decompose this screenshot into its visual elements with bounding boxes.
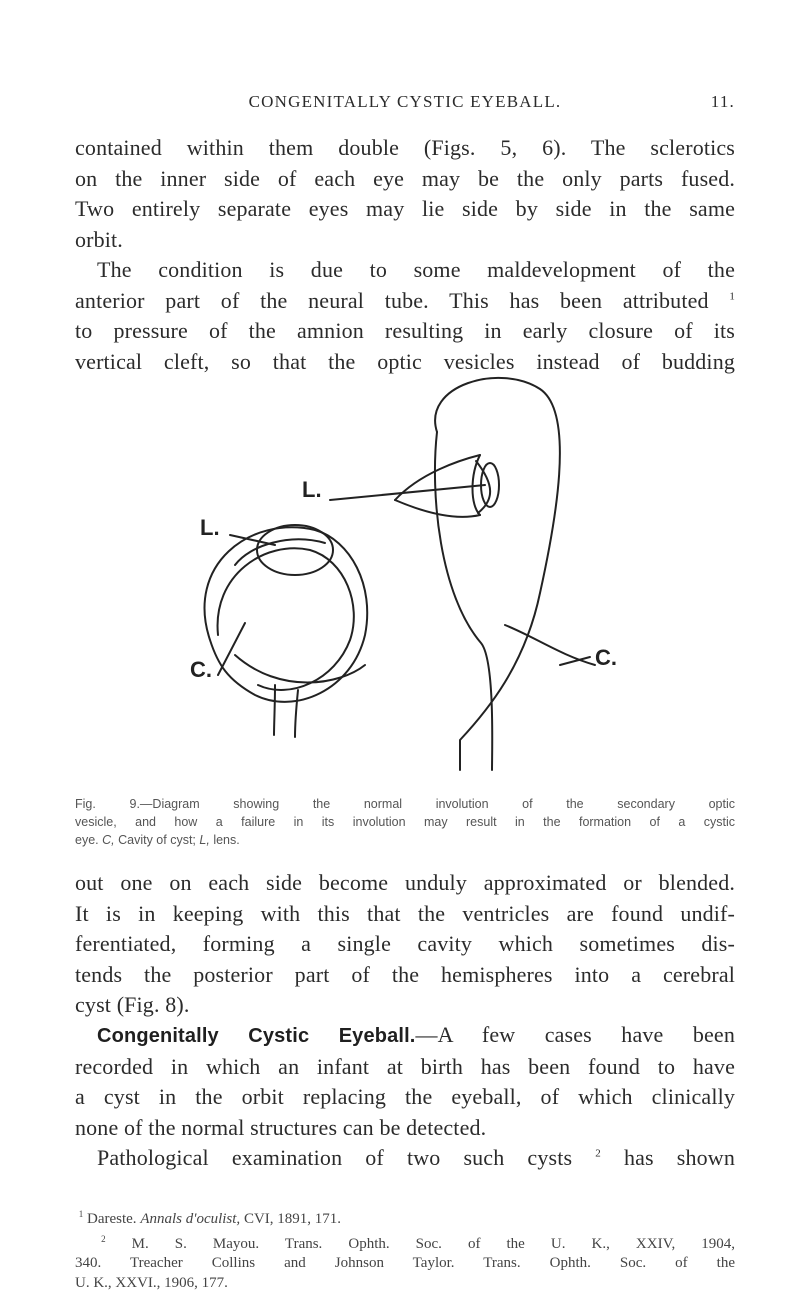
- footnote-1: [75, 1205, 735, 1230]
- right-vesicle-stalk-bottom: [395, 500, 480, 517]
- text-fragment: Pathological examination of two such cysts: [97, 1145, 573, 1170]
- left-vesicle-stalk-left: [274, 685, 275, 735]
- footnote-ref: 1: [729, 290, 735, 303]
- footnote-marker: 1: [78, 1209, 84, 1219]
- footnote-2-cont: 340. Treacher Collins and Johnson Taylor. Trans. Ophth. Soc. of the: [75, 1255, 735, 1271]
- text-line: a cyst in the orbit replacing the eyeball, of which clinically: [75, 1084, 735, 1109]
- text-fragment: —A few cases have been: [415, 1022, 735, 1047]
- text-line: cyst (Fig. 8).: [75, 992, 190, 1017]
- caption-fig-number: Fig. 9.: [75, 797, 140, 811]
- left-vesicle-cleft-top: [235, 539, 325, 565]
- caption-line: [75, 795, 735, 813]
- text-line: ferentiated, forming a single cavity which sometimes dis-: [75, 931, 735, 956]
- right-vesicle-inner-left: [435, 432, 492, 770]
- footnote-text: Dareste.: [87, 1211, 137, 1227]
- footnote-title: Annals d'oculist,: [140, 1211, 241, 1227]
- text-line: orbit.: [75, 226, 123, 252]
- page-number: 11.: [710, 92, 735, 111]
- text-line: [75, 1020, 735, 1052]
- text-line: [75, 1143, 735, 1174]
- text-line: Two entirely separate eyes may lie side by side in the same: [75, 196, 735, 221]
- caption-text: Cavity of cyst;: [118, 833, 196, 847]
- caption-line: vesicle, and how a failure in its involution may result in the formation of a cystic: [75, 815, 735, 829]
- running-head: [75, 92, 735, 118]
- caption-key-l: L,: [199, 833, 210, 847]
- footnote-2: [75, 1230, 735, 1255]
- text-line: on the inner side of each eye may be the only parts fused.: [75, 165, 735, 191]
- text-line: [75, 286, 735, 317]
- caption-text: —Diagram showing the normal involution of the secondary optic: [139, 797, 735, 811]
- text-line: vertical cleft, so that the optic vesicles instead of budding: [75, 348, 735, 374]
- footnote-text: CVI, 1891, 171.: [243, 1211, 342, 1227]
- leader-line-cavity-left: [218, 623, 245, 675]
- footnote-text: M. S. Mayou. Trans. Ophth. Soc. of the U. K., XXIV, 1904,: [131, 1235, 736, 1252]
- caption-line: [75, 831, 735, 849]
- footnote-ref: 2: [595, 1147, 601, 1160]
- label-cavity-right: C.: [595, 645, 617, 670]
- left-lens: [257, 525, 333, 575]
- text-line: contained within them double (Figs. 5, 6). The sclerotics: [75, 135, 735, 160]
- running-title: CONGENITALLY CYSTIC EYEBALL.: [248, 92, 562, 111]
- footnote-marker: 2: [101, 1233, 106, 1244]
- figure-caption: [75, 795, 735, 849]
- text-line: recorded in which an infant at birth has been found to have: [75, 1053, 735, 1079]
- label-cavity-left: C.: [190, 657, 212, 682]
- top-paragraph: [75, 133, 735, 255]
- left-vesicle-inner: [218, 548, 354, 690]
- text-fragment: has shown: [623, 1145, 735, 1170]
- optic-vesicle-diagram: [140, 365, 660, 785]
- caption-text: eye.: [75, 833, 99, 847]
- bottom-paragraph: [75, 868, 735, 1021]
- text-line: The condition is due to some maldevelopment of the: [97, 257, 735, 282]
- text-line: none of the normal structures can be detected.: [75, 1114, 487, 1140]
- second-paragraph: [75, 255, 735, 377]
- text-fragment: anterior part of the neural tube. This has been attributed: [75, 287, 709, 313]
- label-lens-left: L.: [200, 515, 220, 540]
- caption-key-c: C,: [102, 833, 115, 847]
- text-line: to pressure of the amnion resulting in early closure of its: [75, 318, 735, 343]
- left-vesicle-cleft-bottom: [235, 655, 365, 683]
- section-cystic-eyeball: [75, 1020, 735, 1174]
- section-heading: Congenitally Cystic Eyeball.: [97, 1025, 416, 1047]
- footnote-2-cont: U. K., XXVI., 1906, 177.: [75, 1274, 228, 1291]
- text-line: out one on each side become unduly approximated or blended.: [75, 870, 735, 895]
- label-lens-right: L.: [302, 477, 322, 502]
- text-line: It is in keeping with this that the ventricles are found undif-: [75, 900, 735, 926]
- right-vesicle-outer: [435, 378, 560, 770]
- caption-text: lens.: [213, 833, 240, 847]
- footnotes: [75, 1205, 735, 1293]
- text-line: tends the posterior part of the hemispheres into a cerebral: [75, 961, 735, 987]
- figure-diagram: [140, 365, 660, 785]
- left-vesicle-stalk-right: [295, 690, 298, 737]
